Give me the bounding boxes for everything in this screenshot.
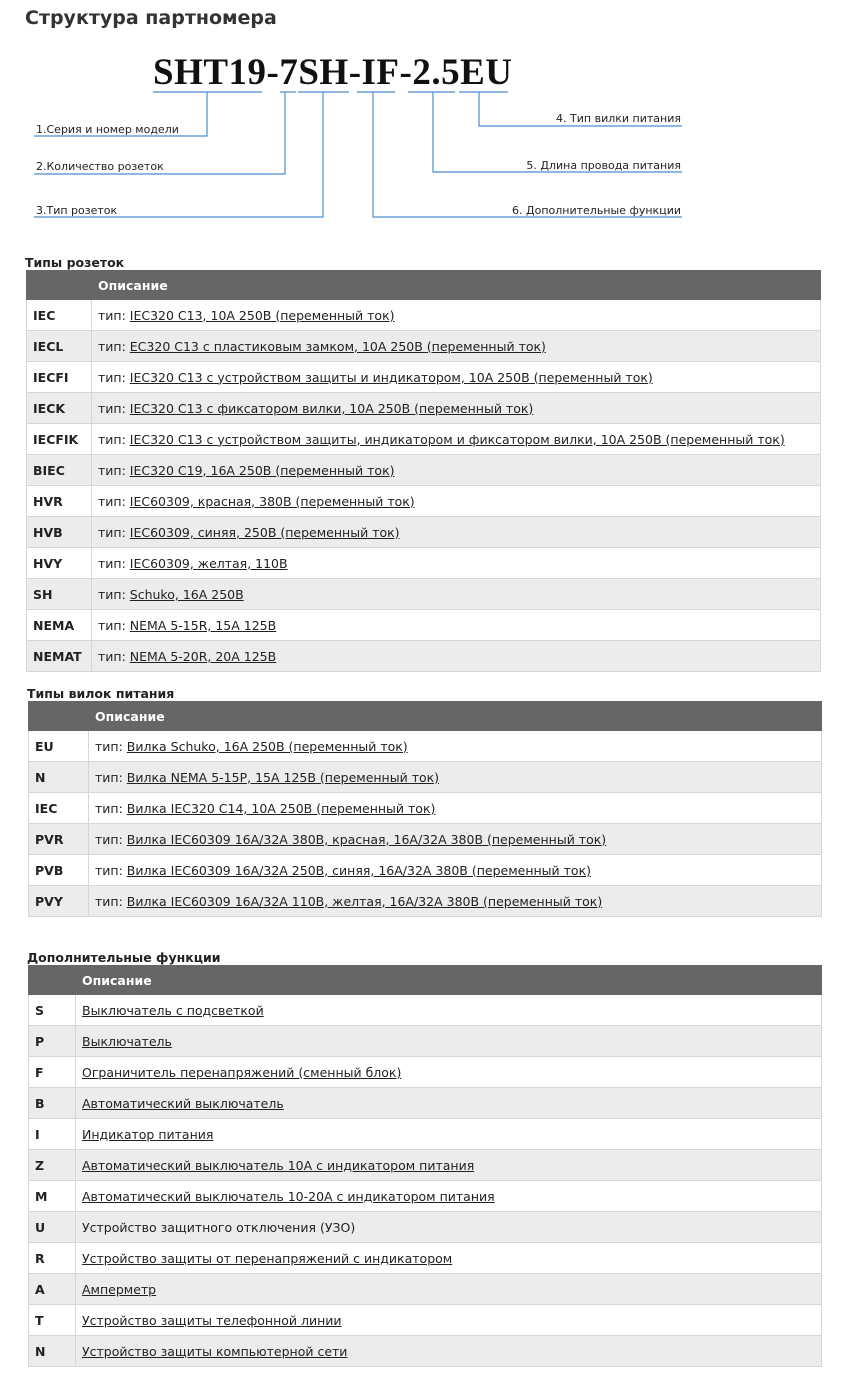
page-title: Структура партномера bbox=[25, 7, 277, 29]
row-code: U bbox=[29, 1212, 76, 1243]
description-link[interactable]: Вилка IEC60309 16А/32А 110В, желтая, 16А/32А 380В (переменный ток) bbox=[126, 893, 603, 909]
row-code: P bbox=[29, 1026, 76, 1057]
sockets-section-title: Типы розеток bbox=[25, 255, 125, 270]
row-code: NEMA bbox=[27, 610, 92, 641]
description-link[interactable]: Устройство защиты от перенапряжений с индикатором bbox=[82, 1250, 453, 1266]
description-link[interactable]: Устройство защиты телефонной линии bbox=[82, 1312, 342, 1328]
table-row bbox=[29, 1119, 822, 1150]
table-header-row bbox=[29, 966, 822, 995]
description-link[interactable]: Выключатель с подсветкой bbox=[82, 1002, 264, 1018]
row-description-cell bbox=[76, 1150, 822, 1181]
table-row bbox=[29, 1336, 822, 1367]
type-prefix: тип: bbox=[98, 369, 126, 385]
type-prefix: тип: bbox=[95, 769, 123, 785]
code-column-header bbox=[29, 702, 89, 731]
table-row bbox=[29, 886, 822, 917]
description-link[interactable]: Индикатор питания bbox=[82, 1126, 214, 1142]
table-row bbox=[27, 610, 821, 641]
row-description-cell bbox=[76, 1305, 822, 1336]
type-prefix: тип: bbox=[98, 524, 126, 540]
row-code: M bbox=[29, 1181, 76, 1212]
table-row bbox=[27, 331, 821, 362]
row-code: HVY bbox=[27, 548, 92, 579]
description-link[interactable]: IEC60309, красная, 380В (переменный ток) bbox=[129, 493, 415, 509]
type-prefix: тип: bbox=[95, 831, 123, 847]
description-link[interactable]: Ограничитель перенапряжений (сменный блок) bbox=[82, 1064, 402, 1080]
plugs-table bbox=[28, 701, 822, 917]
functions-section-title: Дополнительные функции bbox=[27, 950, 221, 965]
row-code: B bbox=[29, 1088, 76, 1119]
description-link[interactable]: Вилка Schuko, 16А 250В (переменный ток) bbox=[126, 738, 408, 754]
table-row bbox=[29, 1057, 822, 1088]
description-column-header: Описание bbox=[92, 271, 821, 300]
row-description-cell bbox=[92, 641, 821, 672]
row-description-cell bbox=[76, 1243, 822, 1274]
part-number-example: SHT19-7SH-IF-2.5EU bbox=[153, 52, 513, 93]
description-link[interactable]: IEC60309, синяя, 250В (переменный ток) bbox=[129, 524, 400, 540]
type-prefix: тип: bbox=[95, 738, 123, 754]
description-link[interactable]: IEC320 C13 с фиксатором вилки, 10А 250В (переменный ток) bbox=[129, 400, 534, 416]
description-column-header: Описание bbox=[76, 966, 822, 995]
row-code: PVR bbox=[29, 824, 89, 855]
table-row bbox=[29, 793, 822, 824]
row-description-cell bbox=[92, 548, 821, 579]
row-description-cell bbox=[76, 1212, 822, 1243]
description-link[interactable]: Выключатель bbox=[82, 1033, 172, 1049]
type-prefix: тип: bbox=[98, 617, 126, 633]
table-row bbox=[27, 548, 821, 579]
description-link[interactable]: IEC320 C13 с устройством защиты и индикатором, 10А 250В (переменный ток) bbox=[129, 369, 653, 385]
row-description-cell bbox=[92, 455, 821, 486]
table-header-row bbox=[29, 702, 822, 731]
description-column-header: Описание bbox=[89, 702, 822, 731]
description-link[interactable]: Амперметр bbox=[82, 1281, 157, 1297]
row-description-cell bbox=[92, 331, 821, 362]
row-code: N bbox=[29, 1336, 76, 1367]
row-code: T bbox=[29, 1305, 76, 1336]
row-description-cell bbox=[76, 1057, 822, 1088]
table-row bbox=[29, 762, 822, 793]
row-description-cell bbox=[76, 995, 822, 1026]
table-row bbox=[29, 824, 822, 855]
table-row bbox=[29, 1305, 822, 1336]
table-row bbox=[29, 1150, 822, 1181]
diagram-label-plug-type: 4. Тип вилки питания bbox=[556, 112, 681, 125]
table-row bbox=[29, 1181, 822, 1212]
diagram-label-socket-type: 3.Тип розеток bbox=[36, 204, 118, 217]
type-prefix: тип: bbox=[98, 586, 126, 602]
row-description-cell bbox=[89, 762, 822, 793]
table-row bbox=[29, 995, 822, 1026]
type-prefix: тип: bbox=[95, 893, 123, 909]
row-description-cell bbox=[89, 855, 822, 886]
description-link[interactable]: IEC320 C13, 10А 250В (переменный ток) bbox=[129, 307, 395, 323]
table-row bbox=[27, 517, 821, 548]
type-prefix: тип: bbox=[95, 800, 123, 816]
table-row bbox=[27, 393, 821, 424]
table-row bbox=[27, 455, 821, 486]
row-description-cell bbox=[76, 1336, 822, 1367]
row-description-cell bbox=[76, 1119, 822, 1150]
code-column-header bbox=[29, 966, 76, 995]
row-code: NEMAT bbox=[27, 641, 92, 672]
description-link[interactable]: Автоматический выключатель 10-20А с индикатором питания bbox=[82, 1188, 495, 1204]
row-code: IECFI bbox=[27, 362, 92, 393]
diagram-label-series: 1.Серия и номер модели bbox=[36, 123, 179, 136]
table-row bbox=[27, 300, 821, 331]
description-link[interactable]: Устройство защиты компьютерной сети bbox=[82, 1343, 348, 1359]
description-link[interactable]: Вилка IEC320 C14, 10А 250В (переменный ток) bbox=[126, 800, 436, 816]
row-code: PVY bbox=[29, 886, 89, 917]
table-row bbox=[29, 731, 822, 762]
diagram-label-socket-count: 2.Количество розеток bbox=[36, 160, 164, 173]
row-code: IEC bbox=[29, 793, 89, 824]
type-prefix: тип: bbox=[98, 462, 126, 478]
row-description-cell bbox=[76, 1026, 822, 1057]
row-code: S bbox=[29, 995, 76, 1026]
type-prefix: тип: bbox=[95, 862, 123, 878]
row-description-cell bbox=[92, 424, 821, 455]
table-row bbox=[27, 424, 821, 455]
row-code: SH bbox=[27, 579, 92, 610]
row-description-cell bbox=[89, 793, 822, 824]
row-code: R bbox=[29, 1243, 76, 1274]
row-code: EU bbox=[29, 731, 89, 762]
row-code: Z bbox=[29, 1150, 76, 1181]
table-row bbox=[27, 641, 821, 672]
row-code: F bbox=[29, 1057, 76, 1088]
row-code: BIEC bbox=[27, 455, 92, 486]
sockets-table bbox=[26, 270, 821, 672]
description-link[interactable]: Вилка IEC60309 16А/32А 380В, красная, 16А/32А 380В (переменный ток) bbox=[126, 831, 607, 847]
description-link[interactable]: Автоматический выключатель 10А с индикатором питания bbox=[82, 1157, 475, 1173]
row-description-cell bbox=[89, 886, 822, 917]
description-link[interactable]: IEC60309, желтая, 110В bbox=[129, 555, 288, 571]
table-row bbox=[27, 579, 821, 610]
description-link[interactable]: IEC320 C19, 16А 250В (переменный ток) bbox=[129, 462, 395, 478]
row-code: IEC bbox=[27, 300, 92, 331]
row-description-cell bbox=[92, 579, 821, 610]
row-code: HVB bbox=[27, 517, 92, 548]
row-description-cell bbox=[92, 300, 821, 331]
table-header-row bbox=[27, 271, 821, 300]
row-description-cell bbox=[76, 1181, 822, 1212]
type-prefix: тип: bbox=[98, 648, 126, 664]
table-row bbox=[27, 362, 821, 393]
table-row bbox=[29, 855, 822, 886]
description-link[interactable]: Schuko, 16А 250В bbox=[129, 586, 244, 602]
description-link[interactable]: EC320 C13 с пластиковым замком, 10А 250В (переменный ток) bbox=[129, 338, 546, 354]
row-description-cell bbox=[89, 731, 822, 762]
table-row bbox=[29, 1088, 822, 1119]
row-code: PVB bbox=[29, 855, 89, 886]
row-description-cell bbox=[92, 610, 821, 641]
code-column-header bbox=[27, 271, 92, 300]
row-description-cell bbox=[76, 1274, 822, 1305]
type-prefix: тип: bbox=[98, 400, 126, 416]
row-code: IECK bbox=[27, 393, 92, 424]
table-row bbox=[29, 1274, 822, 1305]
row-description-cell bbox=[89, 824, 822, 855]
row-description-cell bbox=[92, 517, 821, 548]
row-description-cell bbox=[92, 362, 821, 393]
functions-table bbox=[28, 965, 822, 1367]
table-row bbox=[29, 1026, 822, 1057]
type-prefix: тип: bbox=[98, 555, 126, 571]
description-link[interactable]: Вилка NEMA 5-15P, 15А 125В (переменный ток) bbox=[126, 769, 440, 785]
row-code: IECL bbox=[27, 331, 92, 362]
part-number-diagram bbox=[0, 40, 849, 240]
table-row bbox=[27, 486, 821, 517]
diagram-label-cord-length: 5. Длина провода питания bbox=[526, 159, 681, 172]
row-description-cell bbox=[92, 393, 821, 424]
description-text: Устройство защитного отключения (УЗО) bbox=[82, 1219, 356, 1235]
row-code: N bbox=[29, 762, 89, 793]
type-prefix: тип: bbox=[98, 307, 126, 323]
row-code: IECFIK bbox=[27, 424, 92, 455]
table-row bbox=[29, 1243, 822, 1274]
description-link[interactable]: Автоматический выключатель bbox=[82, 1095, 284, 1111]
type-prefix: тип: bbox=[98, 493, 126, 509]
row-code: A bbox=[29, 1274, 76, 1305]
type-prefix: тип: bbox=[98, 338, 126, 354]
row-description-cell bbox=[76, 1088, 822, 1119]
table-row bbox=[29, 1212, 822, 1243]
row-description-cell bbox=[92, 486, 821, 517]
description-link[interactable]: IEC320 C13 с устройством защиты, индикатором и фиксатором вилки, 10А 250В (переменный ток) bbox=[129, 431, 785, 447]
row-code: HVR bbox=[27, 486, 92, 517]
row-code: I bbox=[29, 1119, 76, 1150]
description-link[interactable]: NEMA 5-15R, 15А 125В bbox=[129, 617, 277, 633]
diagram-label-extra-functions: 6. Дополнительные функции bbox=[512, 204, 681, 217]
plugs-section-title: Типы вилок питания bbox=[27, 686, 175, 701]
description-link[interactable]: Вилка IEC60309 16А/32А 250В, синяя, 16А/32А 380В (переменный ток) bbox=[126, 862, 591, 878]
type-prefix: тип: bbox=[98, 431, 126, 447]
description-link[interactable]: NEMA 5-20R, 20А 125В bbox=[129, 648, 277, 664]
